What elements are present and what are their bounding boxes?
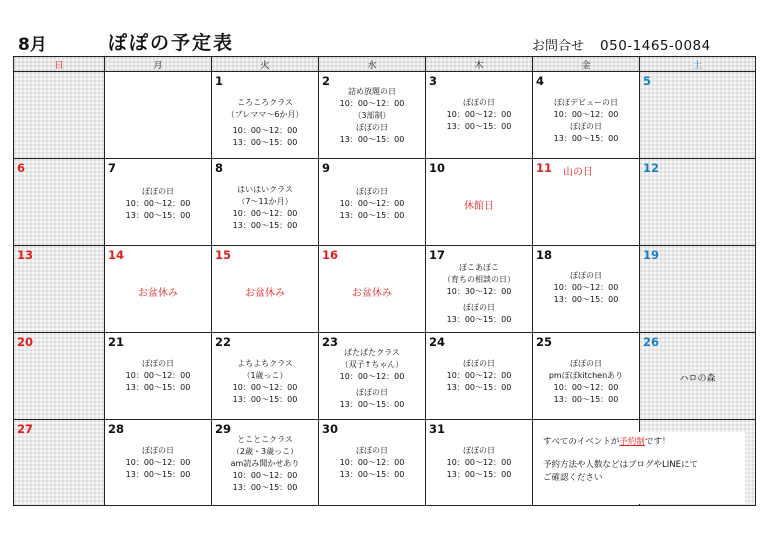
- date-number: 8: [215, 161, 224, 175]
- event-line: 13：00〜15：00: [125, 470, 191, 479]
- event-line: 詰め放題の日: [348, 87, 396, 96]
- week-row: [14, 159, 756, 246]
- weekday-header-row: [14, 57, 756, 72]
- event-line: ぽぽの日: [463, 98, 495, 107]
- event-line: ぽぽの日: [463, 446, 495, 455]
- day-cell-27: [14, 420, 105, 506]
- note-line-3: ご確認ください: [543, 473, 603, 483]
- event-line: 13：00〜15：00: [232, 221, 298, 230]
- page-title: ぽぽの予定表: [108, 32, 235, 54]
- weekday-sunday: 日: [14, 57, 105, 72]
- day-events: [319, 347, 425, 411]
- day-cell-16: [319, 246, 426, 333]
- day-cell-22: [212, 333, 319, 420]
- day-events: [105, 186, 211, 222]
- event-line: am読み聞かせあり: [230, 459, 300, 468]
- day-events: [426, 445, 532, 481]
- day-cell-3: [426, 72, 533, 159]
- event-line: 10：00〜12：00: [446, 110, 512, 119]
- day-cell-11: [533, 159, 640, 246]
- day-cell-26: [640, 333, 756, 420]
- date-number: 12: [643, 161, 660, 175]
- event-line: ぽぽの日: [356, 187, 388, 196]
- date-number: 17: [429, 248, 446, 262]
- day-cell-14: [105, 246, 212, 333]
- event-line: ぽぽの日: [463, 359, 495, 368]
- day-cell-21: [105, 333, 212, 420]
- day-cell-7: [105, 159, 212, 246]
- weekday-thursday: 木: [426, 57, 533, 72]
- event-line: よちよちクラス: [237, 359, 293, 368]
- event-line: （プレママ〜6か月）: [226, 110, 304, 119]
- event-line: 10：00〜12：00: [232, 471, 298, 480]
- day-events: [105, 358, 211, 394]
- day-cell-24: [426, 333, 533, 420]
- date-number: 25: [536, 335, 553, 349]
- week-row: [14, 333, 756, 420]
- event-line: 13：00〜15：00: [232, 395, 298, 404]
- weekday-friday: 金: [533, 57, 640, 72]
- week-row: [14, 72, 756, 159]
- contact-info: [532, 35, 711, 54]
- day-events: [533, 358, 639, 406]
- date-number: 4: [536, 74, 545, 88]
- day-cell-30: [319, 420, 426, 506]
- date-number: 6: [17, 161, 26, 175]
- day-label: 休館日: [464, 201, 494, 212]
- day-cell-31: [426, 420, 533, 506]
- weekday-saturday: 土: [640, 57, 756, 72]
- event-line: はいはいクラス: [237, 185, 293, 194]
- day-label: お盆休み: [138, 288, 178, 299]
- day-label: お盆休み: [352, 288, 392, 299]
- date-number: 24: [429, 335, 446, 349]
- date-number: 1: [215, 74, 224, 88]
- event-line: 13：00〜15：00: [446, 383, 512, 392]
- event-line: （1歳っこ）: [242, 371, 288, 380]
- event-line: 10：00〜12：00: [446, 458, 512, 467]
- event-line: 13：00〜15：00: [446, 122, 512, 131]
- date-number: 19: [643, 248, 660, 262]
- date-number: 2: [322, 74, 331, 88]
- note-text-after: です！: [644, 437, 671, 447]
- day-events: [319, 86, 425, 146]
- date-number: 15: [215, 248, 232, 262]
- date-number: 21: [108, 335, 125, 349]
- day-cell-19: [640, 246, 756, 333]
- event-line: とことこクラス: [237, 435, 293, 444]
- day-label: お盆休み: [245, 288, 285, 299]
- event-line: 10：30〜12：00: [446, 287, 512, 296]
- event-line: ぽぽの日: [142, 359, 174, 368]
- note-line-2: 予約方法や人数などはブログやLINEにて: [543, 460, 698, 470]
- day-cell-1: [212, 72, 319, 159]
- day-cell-5: [640, 72, 756, 159]
- event-line: 13：00〜15：00: [339, 211, 405, 220]
- day-cell-17: [426, 246, 533, 333]
- event-line: 13：00〜15：00: [232, 138, 298, 147]
- event-line: ぽぽの日: [356, 446, 388, 455]
- reservation-note: [537, 432, 745, 504]
- event-line: 13：00〜15：00: [446, 315, 512, 324]
- day-cell-18: [533, 246, 640, 333]
- event-line: 13：00〜15：00: [125, 211, 191, 220]
- event-line: ぽぽの日: [356, 388, 388, 397]
- date-number: 22: [215, 335, 232, 349]
- day-events: [105, 445, 211, 481]
- event-line: ぽぽデビューの日: [554, 98, 618, 107]
- event-line: 10：00〜12：00: [339, 99, 405, 108]
- contact-label: お問合せ: [532, 39, 585, 54]
- event-line: 10：00〜12：00: [232, 209, 298, 218]
- date-number: 31: [429, 422, 446, 436]
- event-line: 13：00〜15：00: [339, 470, 405, 479]
- day-cell-10: [426, 159, 533, 246]
- event-line: ぽぽの日: [463, 303, 495, 312]
- event-line: 13：00〜15：00: [339, 135, 405, 144]
- day-cell-23: [319, 333, 426, 420]
- date-number: 14: [108, 248, 125, 262]
- event-line: ぱたぱたクラス: [344, 348, 400, 357]
- event-line: （双子↑ちゃん）: [340, 360, 404, 369]
- date-number: 16: [322, 248, 339, 262]
- event-line: 10：00〜12：00: [125, 371, 191, 380]
- note-text-before: すべてのイベントが: [543, 437, 620, 447]
- empty-day-cell: [14, 72, 105, 159]
- date-number: 7: [108, 161, 117, 175]
- day-cell-12: [640, 159, 756, 246]
- event-line: （2歳・3歳っこ）: [231, 447, 299, 456]
- day-cell-2: [319, 72, 426, 159]
- weekday-monday: 月: [105, 57, 212, 72]
- note-highlight: 予約制: [619, 437, 645, 447]
- event-line: 10：00〜12：00: [232, 383, 298, 392]
- event-line: 13：00〜15：00: [232, 483, 298, 492]
- event-line: （育ちの相談の日）: [443, 275, 515, 284]
- date-number: 30: [322, 422, 339, 436]
- day-events: [319, 445, 425, 481]
- day-cell-15: [212, 246, 319, 333]
- event-line: ぽぽの日: [570, 359, 602, 368]
- day-cell-4: [533, 72, 640, 159]
- date-number: 20: [17, 335, 34, 349]
- event-line: 10：00〜12：00: [339, 458, 405, 467]
- event-line: 10：00〜12：00: [446, 371, 512, 380]
- day-events: [319, 186, 425, 222]
- event-line: 10：00〜12：00: [339, 372, 405, 381]
- event-line: 13：00〜15：00: [553, 295, 619, 304]
- day-cell-6: [14, 159, 105, 246]
- event-line: 10：00〜12：00: [339, 199, 405, 208]
- day-events: [212, 97, 318, 149]
- event-line: ぽぽの日: [570, 122, 602, 131]
- day-events: [533, 97, 639, 145]
- event-line: 10：00〜12：00: [553, 283, 619, 292]
- day-cell-13: [14, 246, 105, 333]
- day-label: ハロの森: [679, 374, 716, 384]
- day-cell-20: [14, 333, 105, 420]
- event-line: ぽぽの日: [356, 123, 388, 132]
- day-events: [426, 262, 532, 326]
- date-number: 27: [17, 422, 34, 436]
- day-cell-8: [212, 159, 319, 246]
- page-header: [0, 0, 768, 56]
- event-line: 13：00〜15：00: [339, 400, 405, 409]
- day-cell-25: [533, 333, 640, 420]
- day-cell-28: [105, 420, 212, 506]
- date-number: 10: [429, 161, 446, 175]
- week-row: [14, 246, 756, 333]
- event-line: （7〜11か月）: [237, 197, 293, 206]
- event-line: 13：00〜15：00: [553, 134, 619, 143]
- note-line-1: [543, 436, 739, 449]
- date-number: 9: [322, 161, 331, 175]
- event-line: 13：00〜15：00: [553, 395, 619, 404]
- event-line: （3部制）: [353, 111, 391, 120]
- event-line: 10：00〜12：00: [232, 126, 298, 135]
- day-events: [212, 358, 318, 406]
- event-line: ころころクラス: [237, 98, 293, 107]
- event-line: 10：00〜12：00: [553, 383, 619, 392]
- date-number: 29: [215, 422, 232, 436]
- day-events: [426, 97, 532, 133]
- date-number: 28: [108, 422, 125, 436]
- date-number: 26: [643, 335, 660, 349]
- day-events: [533, 270, 639, 306]
- event-line: 10：00〜12：00: [125, 458, 191, 467]
- day-events: [212, 184, 318, 232]
- event-line: 10：00〜12：00: [553, 110, 619, 119]
- weekday-tuesday: 火: [212, 57, 319, 72]
- event-line: ぽこあぽこ: [459, 263, 499, 272]
- event-line: 10：00〜12：00: [125, 199, 191, 208]
- date-number: 23: [322, 335, 339, 349]
- event-line: 13：00〜15：00: [125, 383, 191, 392]
- day-cell-9: [319, 159, 426, 246]
- weekday-wednesday: 水: [319, 57, 426, 72]
- phone-number: 050-1465-0084: [600, 38, 711, 54]
- holiday-name: 山の日: [563, 167, 593, 178]
- event-line: ぽぽの日: [570, 271, 602, 280]
- date-number: 11: [536, 161, 553, 175]
- date-number: 13: [17, 248, 34, 262]
- event-line: pmぽぽkitchenあり: [548, 371, 624, 380]
- month-label: 8月: [18, 35, 47, 55]
- day-events: [212, 434, 318, 494]
- event-line: ぽぽの日: [142, 446, 174, 455]
- empty-day-cell: [105, 72, 212, 159]
- date-number: 5: [643, 74, 652, 88]
- day-events: [426, 358, 532, 394]
- date-number: 3: [429, 74, 438, 88]
- date-number: 18: [536, 248, 553, 262]
- event-line: ぽぽの日: [142, 187, 174, 196]
- day-cell-29: [212, 420, 319, 506]
- event-line: 13：00〜15：00: [446, 470, 512, 479]
